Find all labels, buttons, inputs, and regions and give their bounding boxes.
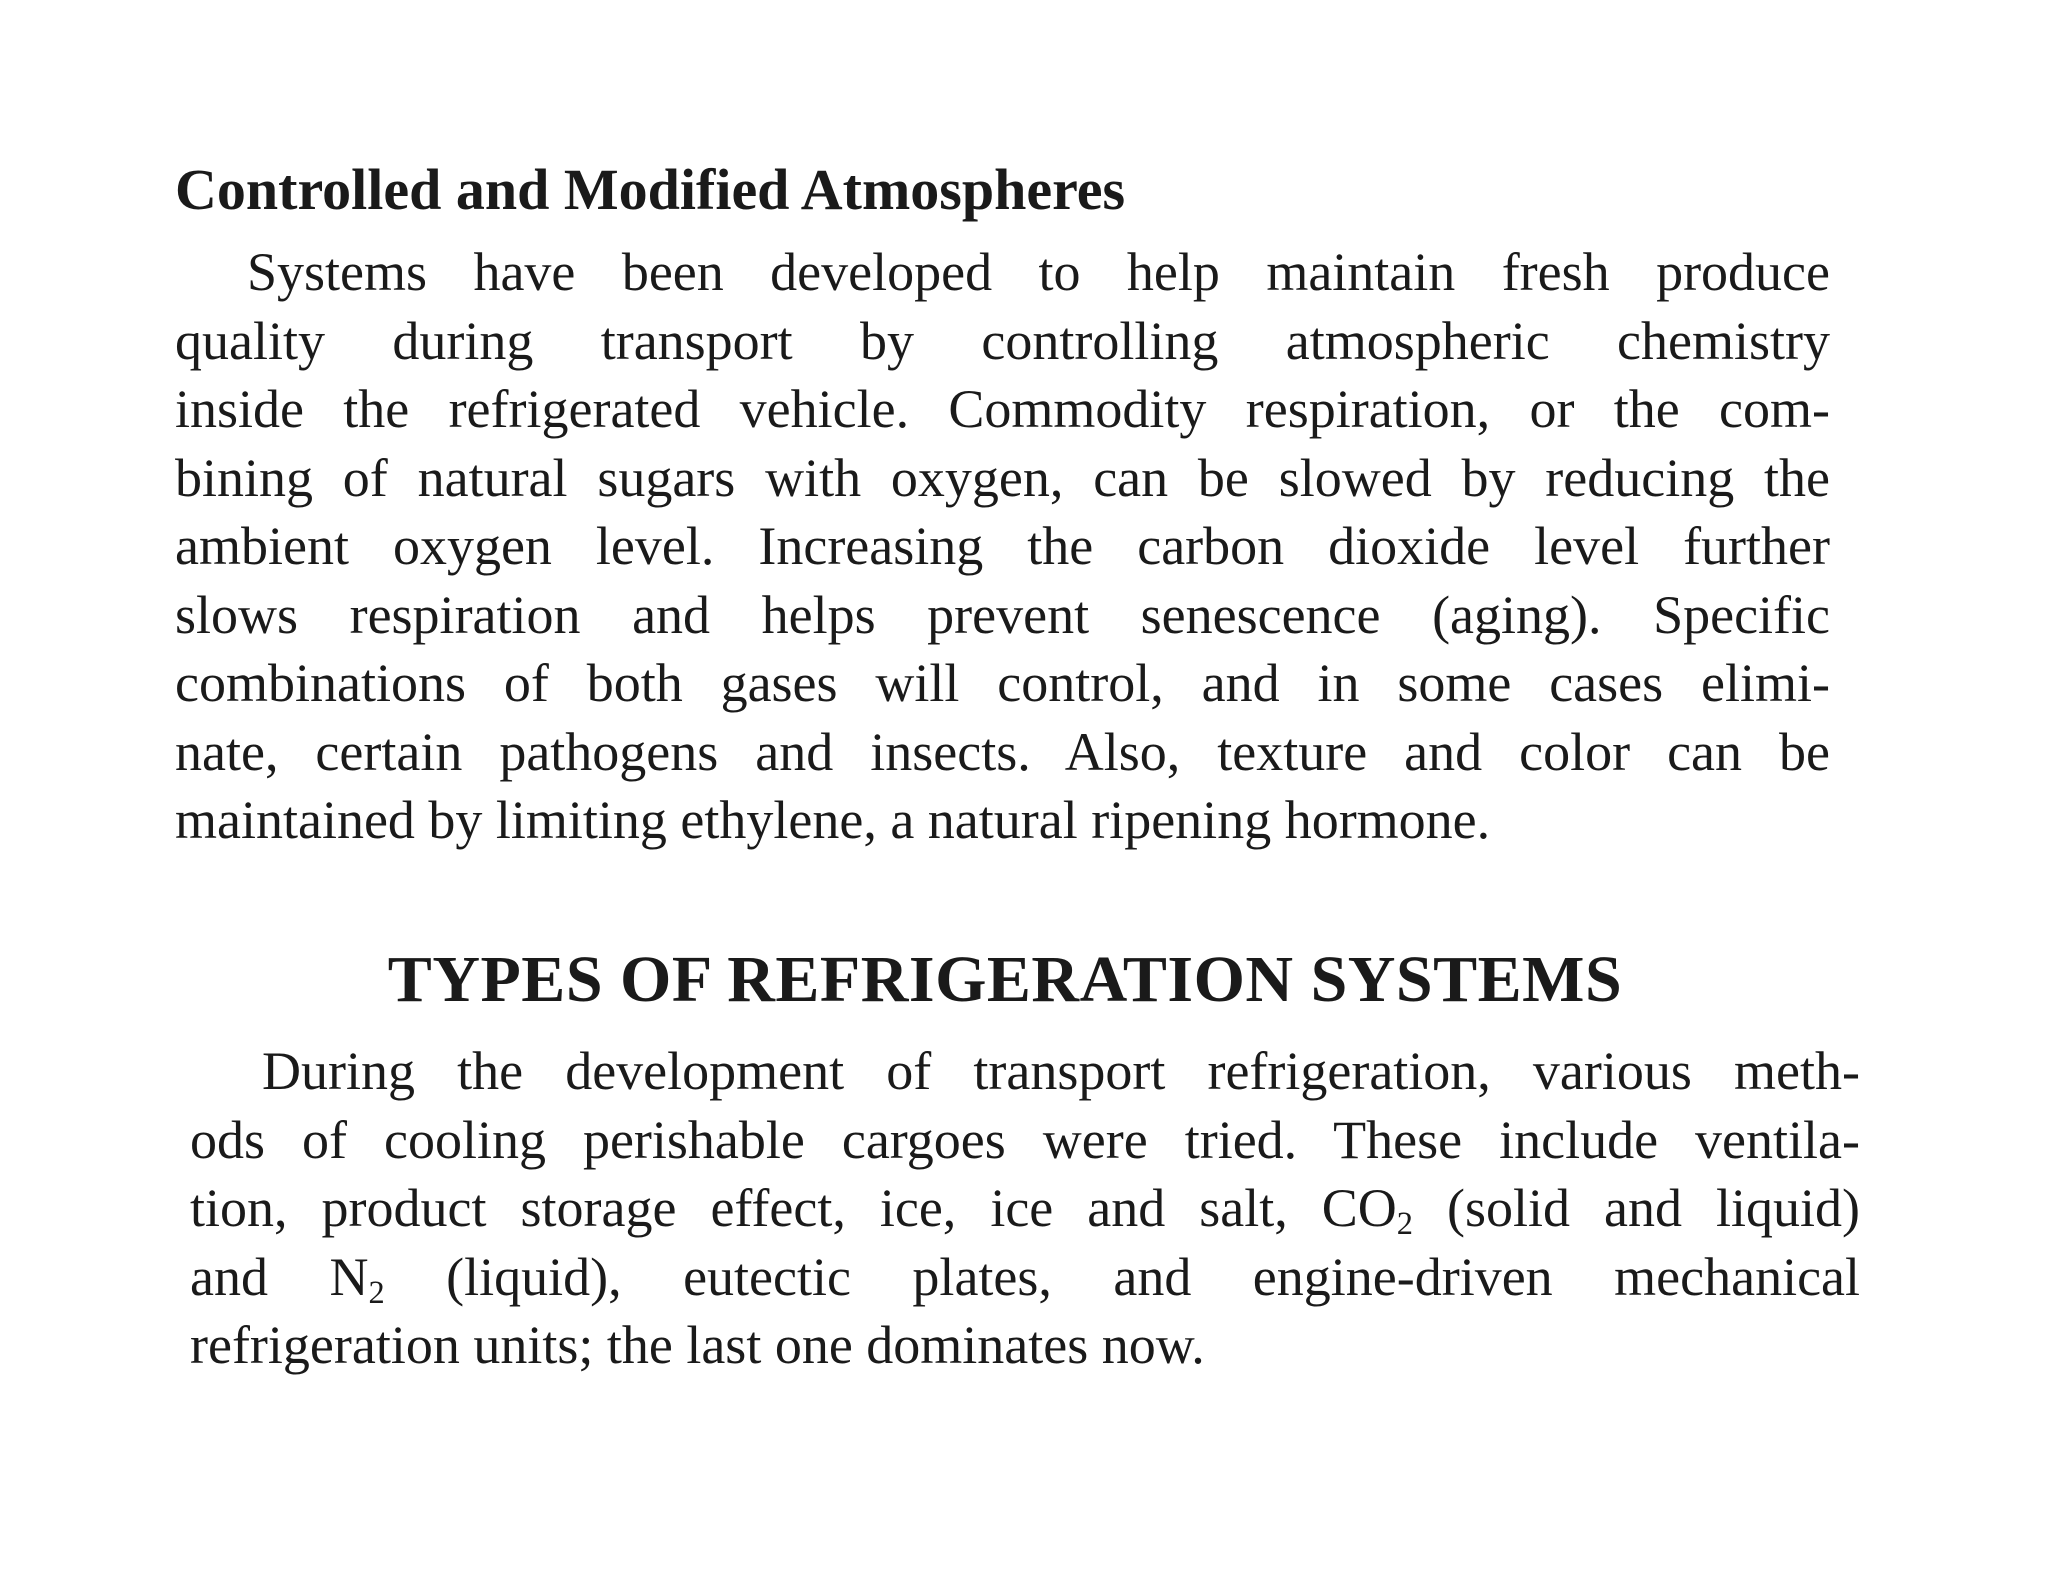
paragraph-line: inside the refrigerated vehicle. Commodity respiration, or the com-: [175, 379, 1830, 439]
paragraph-line: Systems have been developed to help maintain fresh produce: [247, 242, 1830, 302]
line-text: and N: [190, 1246, 369, 1307]
paragraph-line: [190, 1243, 1860, 1312]
paragraph-line: refrigeration units; the last one dominates now.: [190, 1315, 1205, 1375]
paragraph-line: ods of cooling perishable cargoes were tried. These include ventila-: [190, 1109, 1860, 1170]
paragraph-line: ambient oxygen level. Increasing the carbon dioxide level further: [175, 516, 1830, 576]
section-heading: TYPES OF REFRIGERATION SYSTEMS: [387, 943, 1623, 1016]
paragraph-line: During the development of transport refrigeration, various meth-: [262, 1041, 1860, 1101]
paragraph-line: nate, certain pathogens and insects. Also, texture and color can be: [175, 721, 1830, 782]
paragraph-line: combinations of both gases will control, and in some cases elimi-: [175, 653, 1830, 713]
paragraph-line: bining of natural sugars with oxygen, can be slowed by reducing the: [175, 447, 1830, 508]
section-refrigeration-systems: [190, 935, 1860, 1380]
section-controlled-atmospheres: [175, 150, 1830, 855]
paragraph-line: quality during transport by controlling atmospheric chemistry: [175, 310, 1830, 371]
paragraph-line: slows respiration and helps prevent senescence (aging). Specific: [175, 584, 1830, 645]
paragraph: [190, 1037, 1860, 1380]
subscript: 2: [1396, 1206, 1413, 1243]
line-text: (liquid), eutectic plates, and engine-driven mechanical: [384, 1246, 1861, 1307]
paragraph-line: [190, 1174, 1860, 1243]
paragraph-line: maintained by limiting ethylene, a natural ripening hormone.: [175, 790, 1491, 850]
line-text: tion, product storage effect, ice, ice and salt, CO: [190, 1178, 1397, 1238]
subscript: 2: [368, 1274, 385, 1311]
section-heading: Controlled and Modified Atmospheres: [175, 157, 1126, 222]
line-text: (solid and liquid): [1412, 1178, 1860, 1238]
paragraph: [175, 238, 1830, 855]
